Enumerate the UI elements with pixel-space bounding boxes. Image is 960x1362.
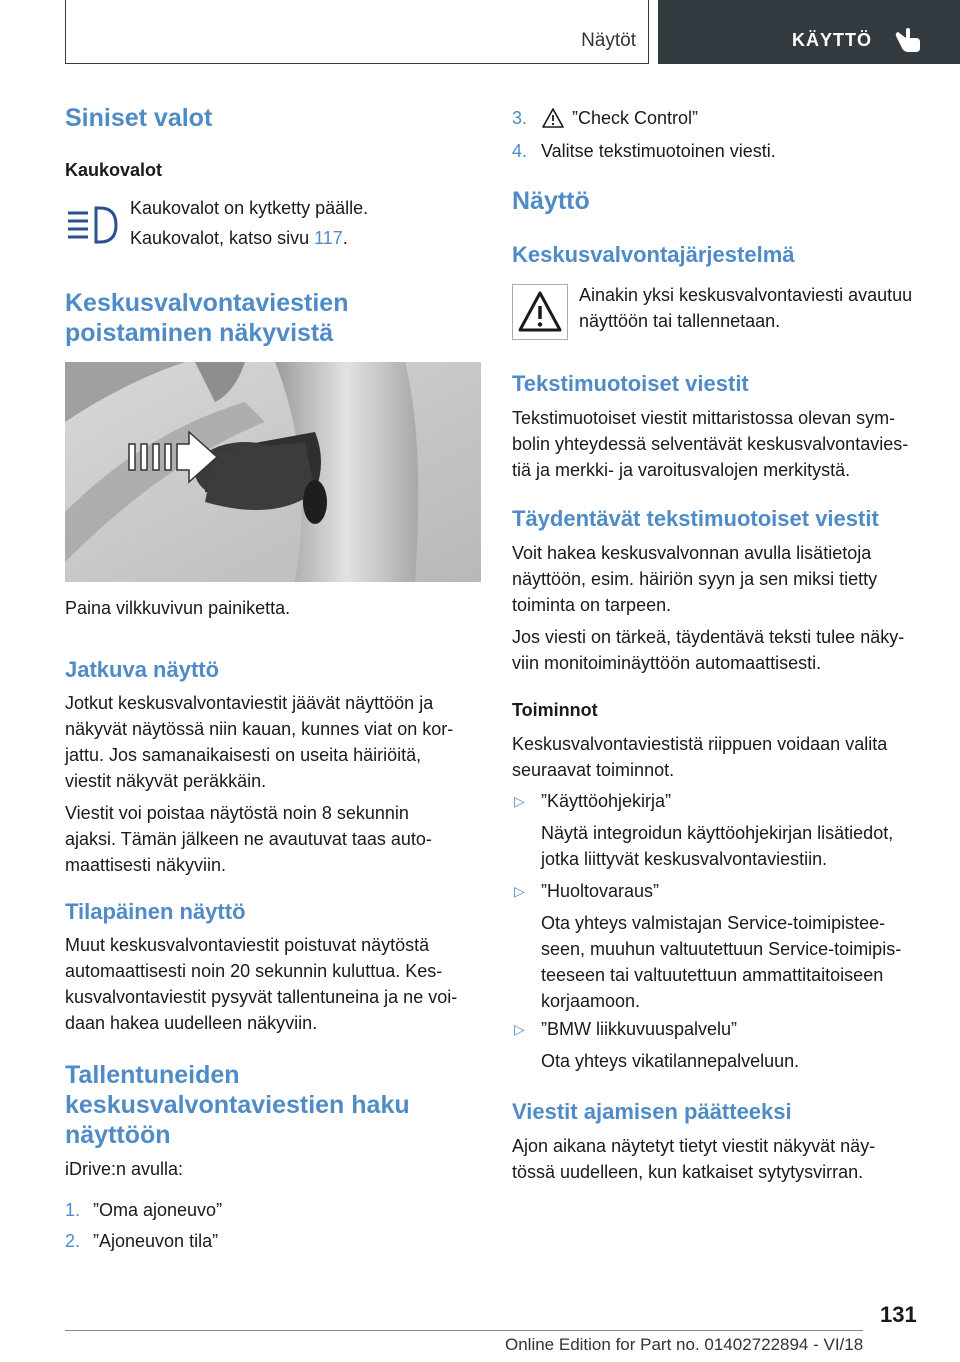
warning-triangle-icon: [512, 284, 568, 340]
text-line: Jos viesti on tärkeä, täydentävä teksti tulee näky-: [512, 627, 905, 647]
text-line: jattu. Jos samanaikaisesti on useita häiriöitä,: [65, 745, 422, 765]
heading-keskusvalvonta: Keskusvalvontajärjestelmä: [512, 242, 795, 267]
kaukovalot-text-2: [130, 225, 348, 251]
text-line: Voit hakea keskusvalvonnan avulla lisätietoja: [512, 543, 872, 563]
bullet-triangle-icon: ▷: [514, 1021, 525, 1037]
bullet-triangle-icon: ▷: [514, 883, 525, 899]
text-line: Muut keskusvalvontaviestit poistuvat näytöstä: [65, 935, 430, 955]
turn-signal-lever-photo: [65, 362, 481, 582]
heading-jatkuva: Jatkuva näyttö: [65, 657, 220, 682]
text-line: ajaksi. Tämän jälkeen ne avautuvat taas auto-: [65, 829, 432, 849]
text-line: toiminta on tarpeen.: [512, 595, 672, 615]
warning-triangle-icon: [541, 107, 565, 129]
text-line: automaattisesti noin 20 sekunnin kuluttua. Kes-: [65, 961, 443, 981]
keskusvalvonta-text-1: Ainakin yksi keskusvalvontaviesti avautuu: [579, 285, 913, 305]
step-number: 1.: [65, 1200, 81, 1220]
footer-edition: [505, 1335, 863, 1355]
text-line: Tekstimuotoiset viestit mittaristossa olevan sym-: [512, 408, 896, 428]
step-number: 2.: [65, 1231, 81, 1251]
page-number: 131: [880, 1302, 917, 1327]
text-line: seuraavat toiminnot.: [512, 760, 675, 780]
text-line: kusvalvontaviestit pysyvät tallentuneina ja ne voi-: [65, 987, 458, 1007]
text-line: näyttöön, esim. häiriön syyn ja sen miksi tietty: [512, 569, 878, 589]
text-line: Viestit voi poistaa näytöstä noin 8 sekunnin: [65, 803, 409, 823]
kaukovalot-ref-end: .: [342, 228, 348, 248]
text-line: daan hakea uudelleen näkyviin.: [65, 1013, 318, 1033]
heading-poistaminen-1: Keskusvalvontaviestien: [65, 289, 349, 317]
text-line: Ajon aikana näytetyt tietyt viestit näkyvät näy-: [512, 1136, 876, 1156]
text-line: seen, muuhun valtuutettuun Service-toimipis-: [541, 939, 902, 959]
step-number: 4.: [512, 141, 528, 161]
text-line: bolin yhteydessä selventävät keskusvalvontavies-: [512, 434, 909, 454]
step-text: ”Oma ajoneuvo”: [93, 1200, 223, 1220]
bullet-title: ”Käyttöohjekirja”: [541, 791, 672, 811]
text-line: teeseen tai valtuutettuun ammattitaitoiseen: [541, 965, 884, 985]
footer-divider: [65, 1330, 863, 1331]
text-line: Keskusvalvontaviestistä riippuen voidaan valita: [512, 734, 888, 754]
heading-tallentuneiden-1: Tallentuneiden: [65, 1061, 240, 1089]
heading-taydentavat: Täydentävät tekstimuotoiset viestit: [512, 506, 879, 531]
bullet-title: ”Huoltovaraus”: [541, 881, 660, 901]
chapter-tab-label: KÄYTTÖ: [792, 30, 872, 50]
step-number: 3.: [512, 108, 528, 128]
text-line: Ota yhteys vikatilannepalveluun.: [541, 1051, 800, 1071]
kaukovalot-ref-text: Kaukovalot, katso sivu: [130, 228, 315, 248]
label-kaukovalot: Kaukovalot: [65, 160, 163, 180]
heading-tallentuneiden-2: keskusvalvontaviestien haku: [65, 1091, 410, 1119]
bullet-title: ”BMW liikkuvuuspalvelu”: [541, 1019, 738, 1039]
heading-tekstimuotoiset: Tekstimuotoiset viestit: [512, 371, 749, 396]
text-line: Näytä integroidun käyttöohjekirjan lisätiedot,: [541, 823, 894, 843]
heading-poistaminen-2: poistaminen näkyvistä: [65, 319, 334, 347]
step-text: ”Ajoneuvon tila”: [93, 1231, 219, 1251]
text-line: viin monitoiminäyttöön automaattisesti.: [512, 653, 822, 673]
photo-caption: Paina vilkkuvivun painiketta.: [65, 598, 291, 618]
section-tab: [65, 0, 649, 64]
heading-tilapainen: Tilapäinen näyttö: [65, 899, 246, 924]
heading-siniset-valot: Siniset valot: [65, 104, 213, 132]
label-toiminnot: Toiminnot: [512, 700, 598, 720]
text-line: Jotkut keskusvalvontaviestit jäävät näyttöön ja: [65, 693, 434, 713]
text-line: tiä ja merkki- ja varoitusvalojen merkitystä.: [512, 460, 851, 480]
text-line: maattisesti näkyviin.: [65, 855, 227, 875]
pointing-hand-icon: [894, 24, 924, 54]
bullet-triangle-icon: ▷: [514, 793, 525, 809]
step-text: Valitse tekstimuotoinen viesti.: [541, 141, 776, 161]
idrive-intro: iDrive:n avulla:: [65, 1159, 184, 1179]
text-line: korjaamoon.: [541, 991, 641, 1011]
chapter-tab: [658, 0, 960, 64]
heading-tallentuneiden-3: näyttöön: [65, 1121, 171, 1149]
heading-naytto: Näyttö: [512, 187, 590, 215]
step-text: ”Check Control”: [572, 108, 699, 128]
text-line: viestit näkyvät peräkkäin.: [65, 771, 267, 791]
edition-text: Online Edition for Part no. 01402722894 - VI/18: [505, 1335, 864, 1354]
page-reference-link[interactable]: 117: [314, 228, 343, 248]
heading-ajamisen-paatteeksi: Viestit ajamisen päätteeksi: [512, 1099, 792, 1124]
kaukovalot-text-1: Kaukovalot on kytketty päälle.: [130, 198, 369, 218]
text-line: Ota yhteys valmistajan Service-toimipistee-: [541, 913, 886, 933]
text-line: jotka liittyvät keskusvalvontaviestiin.: [541, 849, 828, 869]
text-line: näkyvät näytössä niin kauan, kunnes viat on kor-: [65, 719, 454, 739]
high-beam-icon: [66, 204, 120, 246]
section-tab-label: Näytöt: [581, 30, 636, 51]
text-line: tössä uudelleen, kun katkaiset sytytysvirran.: [512, 1162, 864, 1182]
keskusvalvonta-text-2: näyttöön tai tallennetaan.: [579, 311, 781, 331]
